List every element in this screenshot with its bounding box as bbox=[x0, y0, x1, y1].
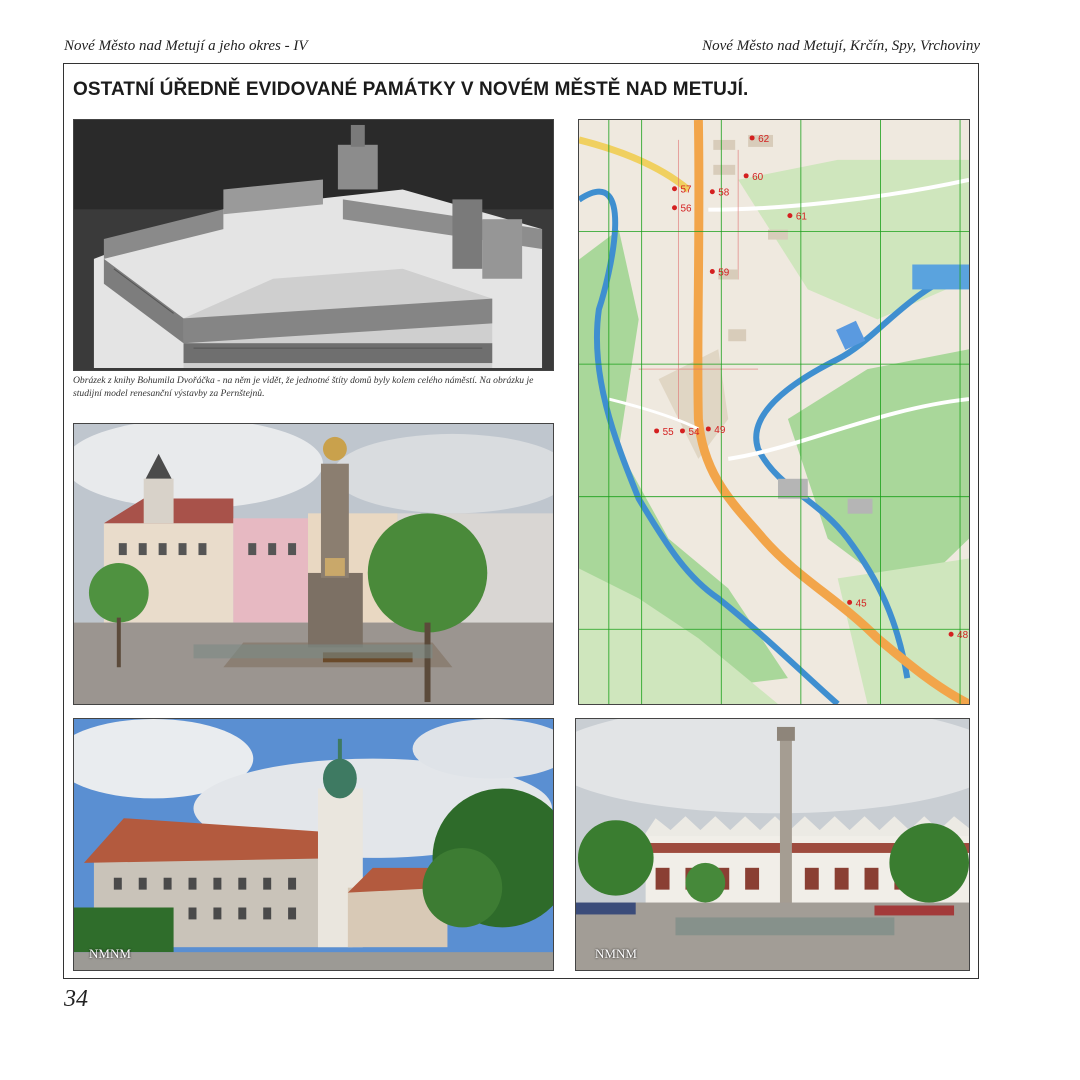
map-marker-dot bbox=[750, 135, 755, 140]
map-marker-label: 48 bbox=[957, 630, 969, 642]
map-marker-label: 55 bbox=[662, 426, 674, 438]
arcade-square-photo bbox=[575, 718, 970, 971]
map-marker-label: 45 bbox=[855, 598, 867, 610]
map-marker-dot bbox=[847, 600, 852, 605]
map-marker-dot bbox=[787, 213, 792, 218]
map-marker-label: 56 bbox=[680, 203, 692, 215]
town-map bbox=[578, 119, 970, 705]
running-header-left: Nové Město nad Metují a jeho okres - IV bbox=[64, 38, 308, 54]
map-marker-dot bbox=[706, 426, 711, 431]
map-marker-label: 62 bbox=[758, 133, 770, 145]
map-marker-dot bbox=[710, 269, 715, 274]
map-marker-dot bbox=[680, 428, 685, 433]
map-marker-label: 59 bbox=[718, 267, 730, 279]
photo-credit-square: NMNM bbox=[595, 946, 637, 961]
page-title: OSTATNÍ ÚŘEDNĚ EVIDOVANÉ PAMÁTKY V NOVÉM MĚSTĚ NAD METUJÍ. bbox=[73, 79, 749, 100]
map-marker-dot bbox=[654, 428, 659, 433]
map-marker-dot bbox=[949, 632, 954, 637]
map-marker-label: 57 bbox=[680, 184, 692, 196]
square-column-photo bbox=[73, 423, 554, 705]
map-marker-label: 60 bbox=[752, 171, 764, 183]
image-caption: Obrázek z knihy Bohumila Dvořáčka - na něm je vidět, že jednotné štíty domů byly kolem celého náměstí. Na obrázku je studijní model renesanční výstavby za Pernštejnů. bbox=[73, 375, 534, 399]
map-marker-label: 54 bbox=[688, 426, 700, 438]
map-marker-dot bbox=[744, 173, 749, 178]
historic-model-image bbox=[73, 119, 554, 371]
castle-photo bbox=[73, 718, 554, 971]
page-number: 34 bbox=[64, 986, 88, 1012]
map-marker-dot bbox=[672, 205, 677, 210]
photo-credit-castle: NMNM bbox=[89, 946, 131, 961]
map-marker-label: 61 bbox=[795, 211, 807, 223]
map-marker-dot bbox=[710, 189, 715, 194]
map-marker-label: 58 bbox=[718, 187, 730, 199]
map-marker-label: 49 bbox=[714, 424, 726, 436]
map-marker-dot bbox=[672, 186, 677, 191]
running-header-right: Nové Město nad Metují, Krčín, Spy, Vrchoviny bbox=[702, 38, 980, 54]
